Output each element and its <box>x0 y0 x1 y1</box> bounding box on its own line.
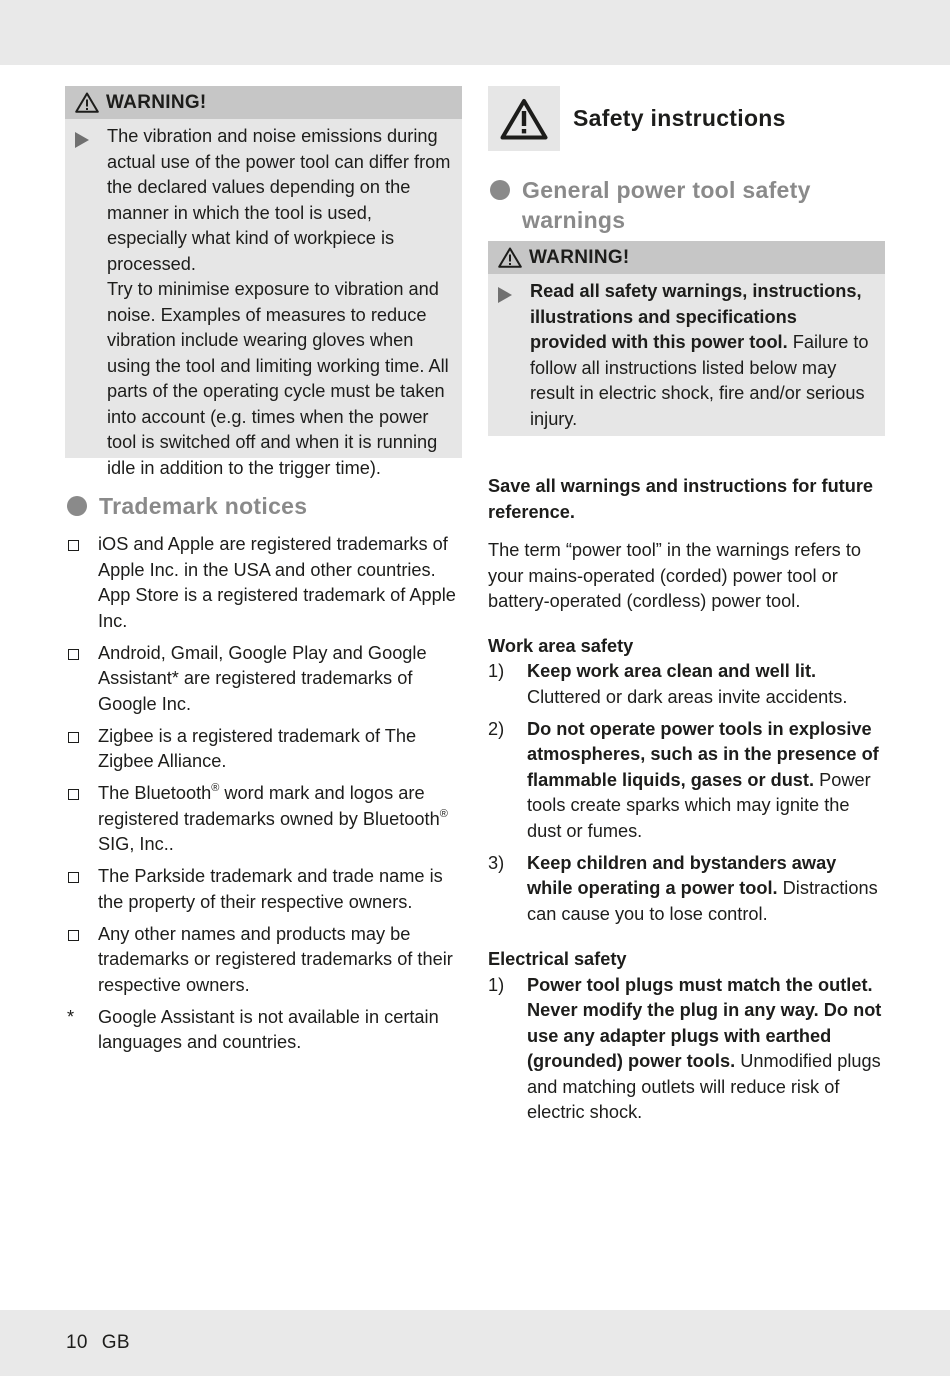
item-number: 3) <box>488 852 505 873</box>
list-item-text <box>98 781 462 858</box>
checkbox-icon <box>68 789 79 800</box>
vibration-warning-box <box>65 86 462 478</box>
list-item <box>488 659 885 710</box>
electrical-safety-heading: Electrical safety <box>488 949 627 969</box>
list-item-text: Zigbee is a registered trademark of The Zigbee Alliance. <box>98 725 417 771</box>
work-area-heading: Work area safety <box>488 635 634 656</box>
footnote <box>65 1005 462 1056</box>
safety-warning-icon-box <box>488 86 560 151</box>
warning-body <box>65 119 462 487</box>
general-safety-title: General power tool safety warnings <box>522 177 811 233</box>
list-item <box>65 864 462 915</box>
list-item <box>488 717 885 845</box>
warning-triangle-icon <box>498 247 522 268</box>
checkbox-icon <box>68 930 79 941</box>
list-item-text: Any other names and products may be trademarks or registered trademarks of their respective owners. <box>98 923 453 995</box>
list-item <box>488 973 885 1126</box>
language-code: GB <box>101 1332 130 1353</box>
page-footer <box>66 1332 144 1354</box>
save-instructions: Save all warnings and instructions for future reference. <box>488 476 874 522</box>
trademark-list <box>65 532 462 1056</box>
registered-mark: ® <box>211 782 220 794</box>
item-number: 2) <box>488 718 505 739</box>
triangle-bullet-icon <box>498 279 530 432</box>
checkbox-icon <box>68 540 79 551</box>
warning-text <box>530 279 875 432</box>
right-column <box>488 86 885 1132</box>
top-band <box>0 0 950 65</box>
item-number: 1) <box>488 661 505 681</box>
warning-text: The vibration and noise emissions during actual use of the power tool can differ from the declared values depending on the manner in which the tool is used, especially what kind of workpiece is processed. <box>107 126 451 274</box>
warning-triangle-icon <box>75 92 99 113</box>
safety-header <box>488 86 885 151</box>
general-safety-heading <box>488 175 885 235</box>
list-item <box>65 781 462 858</box>
warning-header <box>488 241 885 274</box>
warning-triangle-icon <box>500 98 548 140</box>
item-text: Distractions can cause you to lose control. <box>527 878 878 924</box>
item-text: Power tools create sparks which may ignite the dust or fumes. <box>527 769 871 841</box>
power-tool-term-text: The term “power tool” in the warnings refers to your mains-operated (corded) power tool or battery-operated (cordless) power tool. <box>488 540 861 611</box>
item-bold-text: Keep children and bystanders away while operating a power tool. <box>527 852 837 898</box>
bullet-dot-icon <box>490 180 510 200</box>
checkbox-icon <box>68 649 79 660</box>
warning-title: WARNING! <box>529 246 630 268</box>
safety-title: Safety instructions <box>573 105 786 131</box>
warning-title: WARNING! <box>106 91 207 113</box>
trademark-heading <box>65 491 462 521</box>
list-item <box>65 532 462 634</box>
warning-text: Try to minimise exposure to vibration and noise. Examples of measures to reduce vibration include wearing gloves when using the tool and limiting working time. All parts of the operating cycle must be taken into account (e.g. times when the power tool is switched off and when it is running idle in addition to the trigger time). <box>107 279 449 478</box>
warning-header <box>65 86 462 119</box>
bluetooth-text: SIG, Inc.. <box>98 834 174 854</box>
electrical-safety-list <box>488 973 885 1126</box>
item-text: Cluttered or dark areas invite accidents. <box>527 686 848 707</box>
warning-bold-text: Read all safety warnings, instructions, illustrations and specifications provided with this power tool. <box>530 281 862 352</box>
item-bold-text: Keep work area clean and well lit. <box>527 661 817 681</box>
item-bold-text: Do not operate power tools in explosive atmospheres, such as in the presence of flammable liquids, gases or dust. <box>527 718 879 790</box>
bluetooth-text: word mark and logos are registered trademarks owned by Bluetooth <box>98 783 440 829</box>
list-item <box>65 922 462 999</box>
footnote-text: Google Assistant is not available in certain languages and countries. <box>98 1006 439 1052</box>
bluetooth-text: The Bluetooth <box>98 783 212 803</box>
item-bold-text: Power tool plugs must match the outlet. Never modify the plug in any way. Do not use any adapter plugs with earthed (grounded) power tools. <box>527 974 882 1071</box>
list-item <box>65 641 462 718</box>
warning-body <box>488 274 885 438</box>
list-item-text: iOS and Apple are registered trademarks of Apple Inc. in the USA and other countries. App Store is a registered trademark of Apple Inc. <box>98 534 456 631</box>
trademark-title: Trademark notices <box>99 493 308 519</box>
list-item <box>488 851 885 928</box>
left-column <box>65 86 462 1062</box>
list-item-text: Android, Gmail, Google Play and Google Assistant* are registered trademarks of Google Inc. <box>98 642 427 714</box>
checkbox-icon <box>68 732 79 743</box>
page-number: 10 <box>66 1332 88 1353</box>
work-area-list <box>488 659 885 927</box>
registered-mark: ® <box>439 807 448 820</box>
item-text: Unmodified plugs and matching outlets will reduce risk of electric shock. <box>527 1051 881 1122</box>
list-item-text: The Parkside trademark and trade name is the property of their respective owners. <box>98 866 443 912</box>
warning-plain-text: Failure to follow all instructions listed below may result in electric shock, fire and/or serious injury. <box>530 332 869 429</box>
checkbox-icon <box>68 872 79 883</box>
footnote-marker: * <box>67 1006 75 1027</box>
list-item <box>65 724 462 775</box>
item-number: 1) <box>488 974 505 995</box>
triangle-bullet-icon <box>75 124 107 481</box>
bullet-dot-icon <box>67 496 87 516</box>
safety-warning-box <box>488 241 885 436</box>
